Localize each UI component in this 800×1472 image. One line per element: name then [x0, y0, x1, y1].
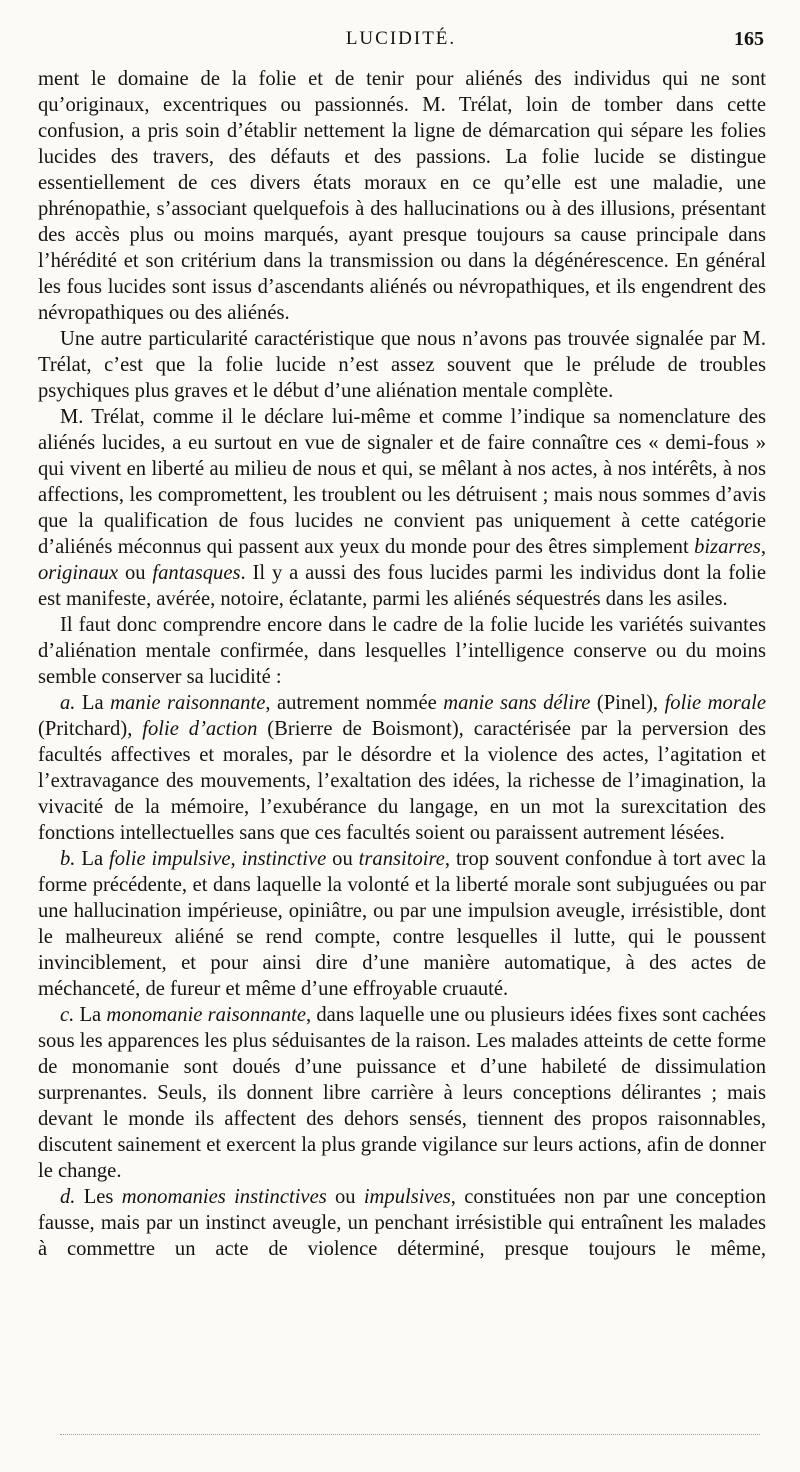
paragraph-p6 — [38, 846, 766, 1002]
text-run: , trop souvent confondue à tort avec la forme précédente, et dans laquelle la volonté et la liberté morale sont subjuguées ou par une hallucination impérieuse, opiniâtre, ou par une impulsion aveugle, irrésistible, dont le malheureux aliéné se rend compte, contre lesquelles il lutte, qui le poussent invinciblement, et pour ainsi dire d’une manière automatique, à des actes de méchanceté, de fureur et même d’une effroyable cruauté. — [38, 848, 766, 1000]
italic-text: fantasques — [152, 562, 241, 584]
italic-text: folie impulsive — [109, 848, 231, 870]
italic-text: monomanie raisonnante — [106, 1004, 307, 1026]
text-run: , constituées non par une conception fausse, mais par un instinct aveugle, un penchant irrésistible qui entraînent les malades à commettre un acte de violence déterminé, presque toujours le même, — [38, 1186, 766, 1260]
paragraph-p7 — [38, 1002, 766, 1184]
body-text — [38, 66, 766, 1262]
paragraph-p2 — [38, 326, 766, 404]
italic-text: manie raisonnante — [110, 692, 266, 714]
text-run: ment le domaine de la folie et de tenir pour aliénés des individus qui ne sont qu’originaux, excentriques ou passionnés. M. Trélat, loin de tomber dans cette confusion, a pris soin d’établir nettement la ligne de démarcation qui sépare les folies lucides des travers, des défauts et des passions. La folie lucide se distingue essentiellement de ces divers états moraux en ce qu’elle est une maladie, une phrénopathie, s’associant quelquefois à des hallucinations ou à des illusions, présentant des accès plus ou moins marqués, ayant presque toujours sa cause principale dans l’hérédité et son critérium dans la transmission ou dans la dégénérescence. En général les fous lucides sont issus d’ascendants aliénés ou névropathiques, et ils engendrent des névropathiques ou des aliénés. — [38, 68, 766, 324]
italic-text: folie morale — [664, 692, 766, 714]
italic-text: c. — [60, 1004, 75, 1026]
paragraph-p1 — [38, 66, 766, 326]
text-run: ou — [326, 1186, 364, 1208]
text-run: Il faut donc comprendre encore dans le cadre de la folie lucide les variétés suivantes d’aliénation mentale confirmée, dans lesquelles l’intelligence conserve ou du moins semble conserver sa lucidité : — [38, 614, 766, 688]
text-run: Une autre particularité caractéristique que nous n’avons pas trouvée signalée par M. Trélat, c’est que la folie lucide n’est assez souvent que le prélude de troubles psychiques plus graves et le début d’une aliénation mentale complète. — [38, 328, 766, 402]
text-run: La — [75, 692, 111, 714]
paragraph-p8 — [38, 1184, 766, 1262]
text-run: ou — [118, 562, 153, 584]
running-title: LUCIDITÉ. — [345, 28, 457, 49]
paragraph-p3 — [38, 404, 766, 612]
text-run: ou — [326, 848, 359, 870]
italic-text: d. — [60, 1186, 76, 1208]
text-run: , dans laquelle une ou plusieurs idées fixes sont cachées sous les apparences les plus séduisantes de la raison. Les malades atteints de cette forme de monomanie sont doués d’une puissance et d’une habileté de dissimulation surprenantes. Seuls, ils donnent libre carrière à leurs conceptions délirantes ; mais devant le monde ils affectent des dehors sensés, tiennent des propos raisonnables, discutent sainement et exercent la plus grande vigilance sur leurs actions, afin de donner le change. — [38, 1004, 766, 1182]
italic-text: originaux — [38, 562, 119, 584]
text-run: La — [74, 1004, 107, 1026]
italic-text: manie sans délire — [443, 692, 591, 714]
italic-text: transitoire — [358, 848, 445, 870]
page-number: 165 — [734, 28, 764, 50]
text-run: , — [230, 848, 242, 870]
italic-text: b. — [60, 848, 76, 870]
text-run: (Pritchard), — [38, 718, 143, 740]
text-run: M. Trélat, comme il le déclare lui-même et comme l’indique sa nomenclature des aliénés lucides, a eu surtout en vue de signaler et de faire connaître ces « demi-fous » qui vivent en liberté au milieu de nous et qui, se mêlant à nos actes, à nos intérêts, à nos affections, les compromettent, les troublent ou les détruisent ; mais nous sommes d’avis que la qualification de fous lucides ne convient pas uniquement à cette catégorie d’aliénés méconnus qui passent aux yeux du monde pour des êtres simplement — [38, 406, 766, 558]
italic-text: monomanies instinctives — [121, 1186, 327, 1208]
text-run: . Il y a aussi des fous lucides parmi les individus dont la folie est manifeste, avérée, notoire, éclatante, parmi les aliénés séquestrés dans les asiles. — [38, 562, 767, 610]
italic-text: impulsives — [363, 1186, 451, 1208]
text-run: La — [75, 848, 110, 870]
italic-text: folie d’action — [142, 718, 258, 740]
text-run: , autrement nommée — [265, 692, 444, 714]
running-head — [38, 14, 764, 54]
footer-dotted-rule — [60, 1434, 760, 1435]
paragraph-p4 — [38, 612, 766, 690]
text-run: (Pinel), — [590, 692, 665, 714]
italic-text: bizarres — [694, 536, 761, 558]
paragraph-p5 — [38, 690, 766, 846]
text-run: Les — [75, 1186, 122, 1208]
italic-text: a. — [60, 692, 76, 714]
italic-text: instinctive — [241, 848, 327, 870]
text-run: , — [760, 536, 766, 558]
text-run: (Brierre de Boismont), caractérisée par la perversion des facultés affectives et morales, par le désordre et la violence des actes, l’agitation et l’extravagance des mouvements, l’exaltation des idées, la richesse de l’imagination, la vivacité de la mémoire, l’exubérance du langage, en un mot la surexcitation des fonctions intellectuelles sans que ces facultés soient ou paraissent autrement lésées. — [38, 718, 767, 844]
